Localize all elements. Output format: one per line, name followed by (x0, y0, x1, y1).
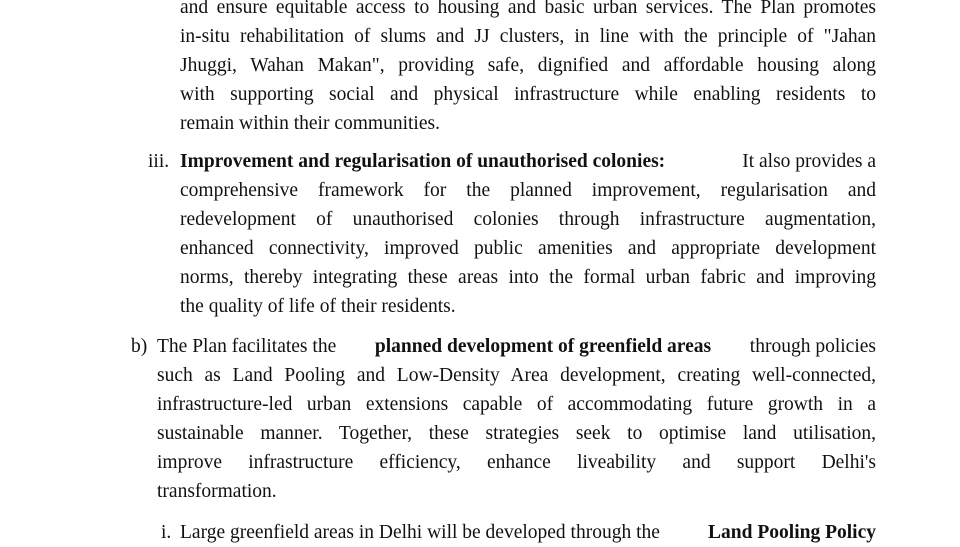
text-line: transformation. (157, 481, 277, 502)
text-line: infrastructure-led urban extensions capable of accommodating future growth in a (157, 394, 876, 415)
item-b-first-line (157, 332, 876, 361)
text-segment: It also provides a (737, 151, 876, 172)
text-line: remain within their communities. (180, 113, 440, 134)
text-line: with supporting social and physical infrastructure while enabling residents to (180, 84, 876, 105)
text-line: redevelopment of unauthorised colonies through infrastructure augmentation, (180, 209, 876, 230)
item-iii-first-line (180, 147, 876, 176)
item-iii-heading: Improvement and regularisation of unauthorised colonies: (180, 151, 666, 172)
text-segment: through policies (744, 336, 876, 357)
item-i-first-line (180, 518, 876, 547)
text-line: enhanced connectivity, improved public amenities and appropriate development (180, 238, 876, 259)
text-line: improve infrastructure efficiency, enhance liveability and support Delhi's (157, 452, 876, 473)
text-line: such as Land Pooling and Low-Density Area development, creating well-connected, (157, 365, 876, 386)
text-segment: The Plan facilitates the (157, 336, 342, 357)
text-line: the quality of life of their residents. (180, 296, 456, 317)
bold-phrase: planned development of greenfield areas (374, 336, 712, 357)
list-marker: i. (161, 522, 172, 543)
text-line: Jhuggi, Wahan Makan", providing safe, dignified and affordable housing along (180, 55, 876, 76)
text-line: in-situ rehabilitation of slums and JJ clusters, in line with the principle of "Jahan (180, 26, 876, 47)
list-marker: b) (131, 336, 148, 357)
list-marker: iii. (148, 151, 170, 172)
text-line: comprehensive framework for the planned improvement, regularisation and (180, 180, 876, 201)
text-line: and ensure equitable access to housing and basic urban services. The Plan promotes (180, 0, 876, 18)
bold-phrase: Land Pooling Policy (708, 522, 876, 543)
text-segment: Large greenfield areas in Delhi will be developed through the (180, 522, 665, 543)
text-line: norms, thereby integrating these areas into the formal urban fabric and improving (180, 267, 876, 288)
text-line: sustainable manner. Together, these strategies seek to optimise land utilisation, (157, 423, 876, 444)
